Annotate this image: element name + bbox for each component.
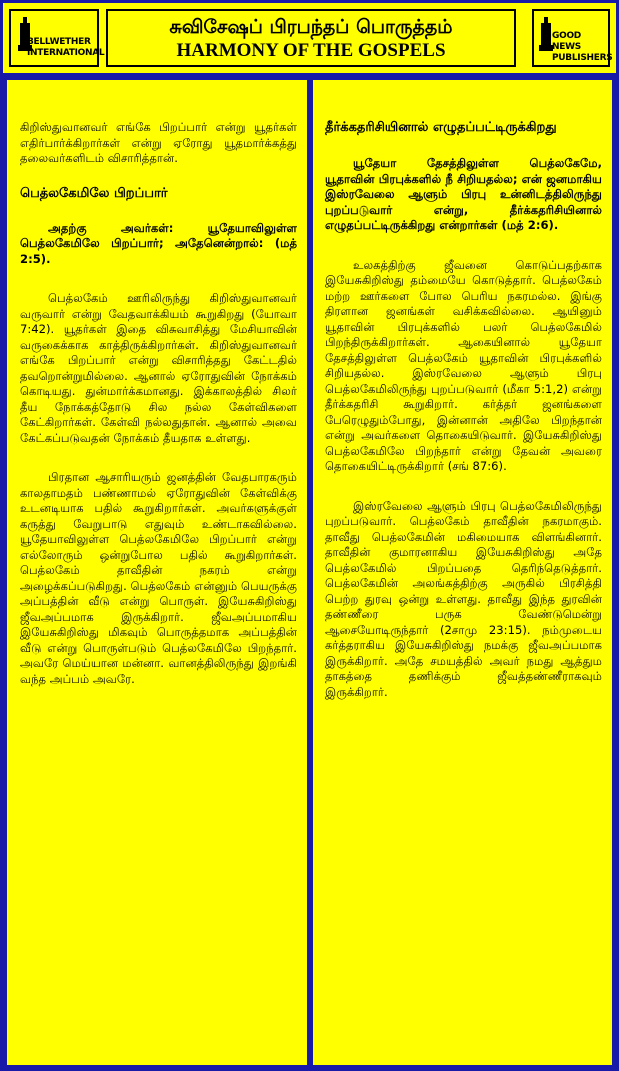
right-column	[313, 80, 612, 1065]
bellwether-logo	[9, 9, 105, 67]
title-box	[106, 9, 516, 67]
scripture-quote: அதற்கு அவர்கள்: யூதேயாவிலுள்ள பெத்லகேமிலே பிறப்பார்; அதேனென்றால்: (மத் 2:5).	[20, 220, 297, 266]
body-paragraph: பிரதான ஆசாரியரும் ஜனத்தின் வேதபாரகரும் காலதாமதம் பண்ணாமல் ஏரோதுவின் கேள்விக்கு உடனடியாக பதில் கூறுகிறார்கள். அவர்களுக்குள் கருத்து வேறுபாடு எதுவும் உண்டாகவில்லை. யூதேயாவிலுள்ள பெத்லகேமிலே பிறப்பார் என்று எல்லோரும் ஒன்றுபோல பதில் கூறுகிறார்கள். பெத்லகேம் தாவீதின் நகரம் என்று அழைக்கப்படுகிறது. பெத்லகேம் என்னும் பெயருக்கு அப்பத்தின் வீடு என்று பொருள். இயேசுகிறிஸ்து ஜீவஅப்பமாக இருக்கிறார். ஜீவஅப்பமாகிய இயேசுகிறிஸ்து மிகவும் பொருத்தமாக அப்பத்தின் வீடு என்று பொருள்படும் பெத்லகேமிலே பிறந்தார். அவரே மெய்யான மன்னா. வானத்திலிருந்து இறங்கி வந்த அப்பம் அவரே.	[20, 470, 297, 686]
header-banner	[3, 3, 616, 73]
right-logo-text: GOOD NEWS PUBLISHERS	[552, 31, 613, 63]
intro-paragraph: கிறிஸ்துவானவர் எங்கே பிறப்பார் என்று யூதர்கள் எதிர்பார்க்கிறார்கள் என்று ஏரோது யூதமார்க்கத்து தலைவர்களிடம் விசாரித்தான்.	[20, 120, 297, 165]
title-english: HARMONY OF THE GOSPELS	[176, 40, 446, 61]
body-paragraph: உலகத்திற்கு ஜீவனை கொடுப்பதற்காக இயேசுகிறிஸ்து தம்மையே கொடுத்தார். பெத்லகேம் மற்ற ஊர்களை போல பெரிய நகரமல்ல. இங்கு திரளான ஜனங்கள் வசிக்கவில்லை. ஆயினும் யூதாவின் பிரபுக்களில் பலர் பெத்லகேமில் பிறந்திருக்கிறார்கள். ஆகையினால் யூதேயா தேசத்திலுள்ள பெத்லகேம் யூதாவின் பிரபுக்களில் சிறியதல்ல. இஸ்ரவேலை ஆளும் பிரபு பெத்லகேமிலிருந்து புறப்படுவார் (மீகா 5:1,2) என்று தீர்க்கதரிசி கூறுகிறார். கர்த்தர் ஜனங்களை பேரெழுதும்போது, இன்னான் அதிலே பிறந்தான் என்று அவர்களை தொகையிடுவார். இயேசுகிறிஸ்து பெத்லகேமிலே பிறந்தார் என்று தேவன் அவரை தொகையிட்டிருக்கிறார் (சங் 87:6).	[325, 257, 602, 473]
body-paragraph: பெத்லகேம் ஊரிலிருந்து கிறிஸ்துவானவர் வருவார் என்று வேதவாக்கியம் கூறுகிறது (யோவா 7:42). யூதர்கள் இதை விசுவாசித்து மேசியாவின் வருகைக்காக காத்திருக்கிறார்கள். கிறிஸ்துவானவர் எங்கே பிறப்பார் என்று விசாரித்தது கேட்டதில் தவறொன்றுமில்லை. ஆனால் ஏரோதுவின் நோக்கம் கொடியது. துன்மார்க்கமானது. இக்காலத்தில் சிலர் தீய நோக்கத்தோடு சில நல்ல கேள்விகளை கேட்கிறார்கள். கேள்வி நல்லதுதான். ஆனால் அவை கேட்கப்படுவதன் நோக்கம் தீயதாக உள்ளது.	[20, 291, 297, 445]
title-tamil: சுவிசேஷப் பிரபந்தப் பொருத்தம்	[169, 16, 453, 38]
good-news-logo	[532, 9, 613, 67]
body-paragraph: இஸ்ரவேலை ஆளும் பிரபு பெத்லகேமிலிருந்து புறப்படுவார். பெத்லகேம் தாவீதின் நகரமாகும். தாவீது பெத்லகேமின் மகிமையாக விளங்கினார். தாவீதின் குமாரனாகிய இயேசுகிறிஸ்து அதே பெத்லகேமில் பிறப்பதை தெரிந்தெடுத்தார். பெத்லகேமின் அலங்கத்திற்கு அருகில் பிரசித்தி பெற்ற துரவு ஒன்று உள்ளது. தாவீது இந்த துரவின் தண்ணீரை பருக வேண்டுமென்று ஆசையோடிருந்தார் (2சாமு 23:15). நம்முடைய கர்த்தராகிய இயேசுகிறிஸ்து நமக்கு ஜீவஅப்பமாக இருக்கிறார். அதே சமயத்தில் அவர் நமது ஆத்தும தாகத்தை தணிக்கும் ஜீவத்தண்ணீராகவும் இருக்கிறார்.	[325, 498, 602, 699]
section-heading: தீர்க்கதரிசியினால் எழுதப்பட்டிருக்கிறது	[325, 120, 557, 135]
scripture-quote: யூதேயா தேசத்திலுள்ள பெத்லகேமே, யூதாவின் பிரபுக்களில் நீ சிறியதல்ல; என் ஜனமாகிய இஸ்ரவேலை ஆளும் பிரபு உன்னிடத்திலிருந்து புறப்படுவார் என்று, தீர்க்கதரிசியினால் எழுதப்பட்டிருக்கிறது என்றார்கள் (மத் 2:6).	[325, 156, 602, 232]
left-logo-text: BELLWETHER INTERNATIONAL	[27, 37, 105, 58]
left-column	[7, 80, 307, 1065]
section-heading: பெத்லகேமிலே பிறப்பார்	[20, 185, 168, 201]
